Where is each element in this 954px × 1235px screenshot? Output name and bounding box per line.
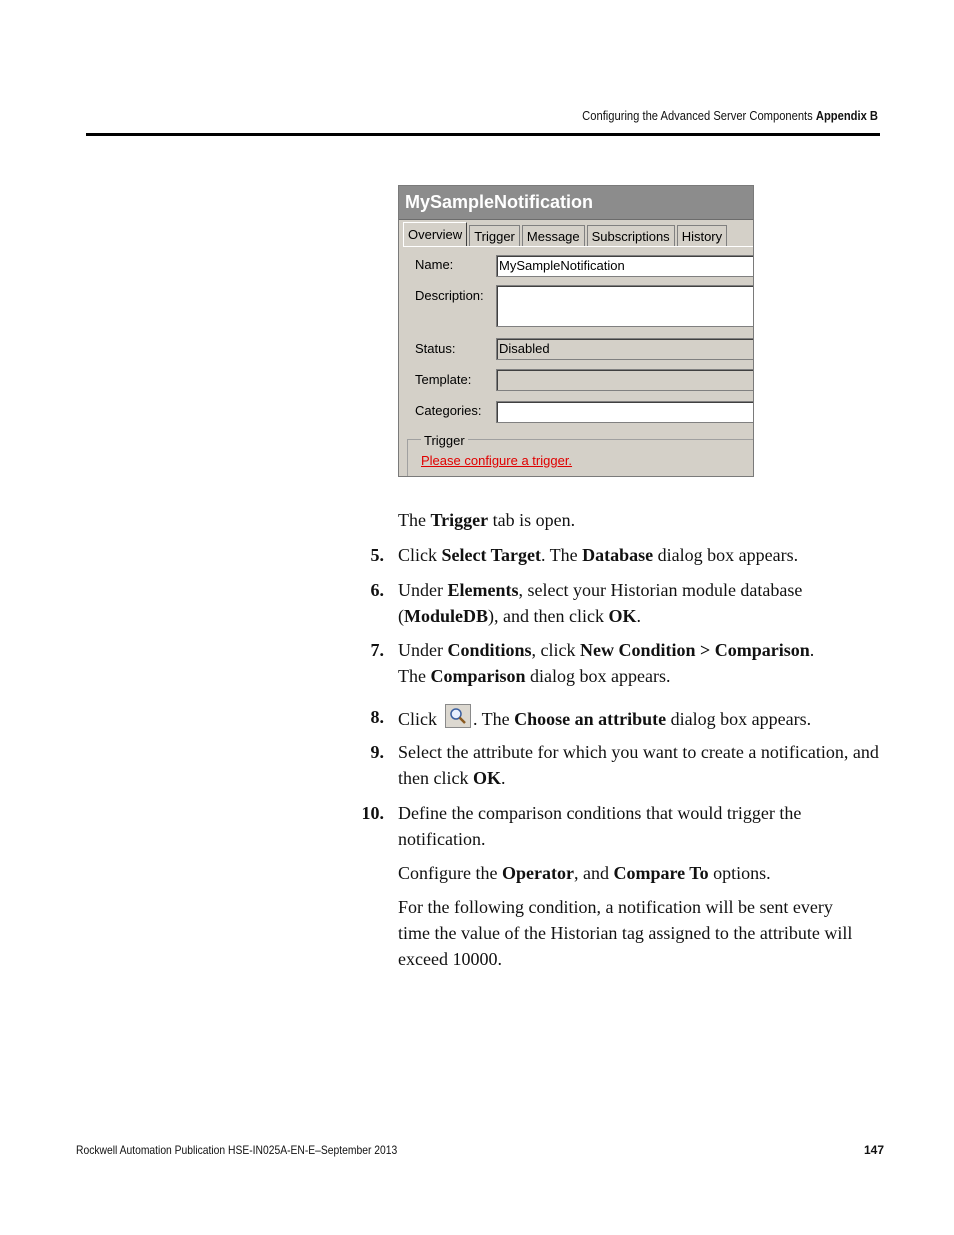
footer-publication: Rockwell Automation Publication HSE-IN025A-EN-E–September 2013 [76, 1143, 398, 1157]
configure-trigger-link[interactable]: Please configure a trigger. [421, 453, 573, 468]
step-7-part: , click [531, 640, 581, 660]
step-6-part: ), and then click [488, 606, 609, 626]
tab-overview[interactable]: Overview [403, 222, 467, 247]
header-title: Configuring the Advanced Server Components [582, 108, 813, 123]
step-6-number: 6. [370, 580, 384, 600]
step-7-part: . [809, 640, 815, 660]
step-7-bold: Conditions [447, 640, 532, 660]
search-icon [445, 704, 471, 728]
para-part: Configure the [398, 863, 502, 883]
dialog-title: MySampleNotification [399, 186, 753, 220]
name-label: Name: [415, 257, 454, 272]
step-5-bold: Database [582, 545, 654, 565]
header-appendix: Appendix B [815, 108, 878, 123]
step-6-part: , select your Historian module database ( [398, 580, 803, 626]
step-6-text [398, 577, 882, 629]
step-9-part: . [501, 768, 506, 788]
step-5-part: Click [398, 545, 442, 565]
operator-paragraph [398, 860, 882, 886]
step-5-part: dialog box appears. [653, 545, 799, 565]
para-bold: Operator [501, 863, 574, 883]
step-8-bold: Choose an attribute [514, 709, 667, 729]
description-label: Description: [415, 288, 484, 303]
page-number: 147 [863, 1143, 884, 1157]
notification-dialog-screenshot [398, 185, 754, 477]
step-8-text [398, 704, 882, 732]
name-field[interactable]: MySampleNotification [496, 255, 754, 277]
step-7-bold: Comparison [430, 666, 526, 686]
step-9-bold: OK [472, 768, 501, 788]
running-header [123, 108, 878, 123]
intro-text-end: tab is open. [488, 510, 576, 530]
dialog-tabs [403, 222, 729, 246]
para-part: options. [708, 863, 771, 883]
para-part: , and [573, 863, 614, 883]
step-5-text [398, 542, 882, 568]
status-label: Status: [415, 341, 456, 356]
template-label: Template: [415, 372, 472, 387]
condition-paragraph: For the following condition, a notification will be sent every time the value of the Historian tag assigned to the attribute will exceed 10000. [398, 897, 853, 969]
tab-message[interactable]: Message [522, 225, 585, 247]
step-6-bold: OK [608, 606, 637, 626]
tab-trigger[interactable]: Trigger [469, 225, 520, 247]
intro-text: The [398, 510, 431, 530]
step-6-part: . [636, 606, 641, 626]
step-6-bold: ModuleDB [404, 606, 489, 626]
intro-bold: Trigger [430, 510, 489, 530]
categories-label: Categories: [415, 403, 482, 418]
step-7-bold: New Condition > Comparison [580, 640, 810, 660]
step-8-part: . The [473, 709, 515, 729]
intro-paragraph [398, 507, 882, 533]
step-10-text [398, 800, 848, 852]
step-6-bold: Elements [447, 580, 519, 600]
step-6-part: Under [398, 580, 448, 600]
categories-field[interactable] [496, 401, 754, 423]
step-7-part: Under [398, 640, 448, 660]
tab-subscriptions[interactable]: Subscriptions [587, 225, 675, 247]
step-9-text [398, 739, 882, 791]
step-8-part: Click [398, 709, 437, 729]
step-8-part: dialog box appears. [666, 709, 812, 729]
step-5-number: 5. [370, 545, 384, 565]
step-10-number: 10. [361, 803, 384, 823]
step-9-part: Select the attribute for which you want to create a notification, and then click [398, 742, 879, 788]
step-5-bold: Select Target [441, 545, 541, 565]
step-10-part: Define the comparison conditions that would trigger the notification. [398, 803, 802, 849]
header-rule [86, 133, 880, 136]
trigger-group-title: Trigger [421, 433, 468, 448]
step-5-part: . The [540, 545, 583, 565]
template-field [496, 369, 754, 391]
step-8-number: 8. [370, 707, 384, 727]
step-7-part: dialog box appears. [525, 666, 671, 686]
tab-history[interactable]: History [677, 225, 727, 247]
description-field[interactable] [496, 285, 754, 327]
step-7-part: The [398, 666, 431, 686]
para-bold: Compare To [613, 863, 709, 883]
status-field: Disabled [496, 338, 754, 360]
step-9-number: 9. [370, 742, 384, 762]
step-7-number: 7. [370, 640, 384, 660]
step-7-text [398, 637, 882, 689]
